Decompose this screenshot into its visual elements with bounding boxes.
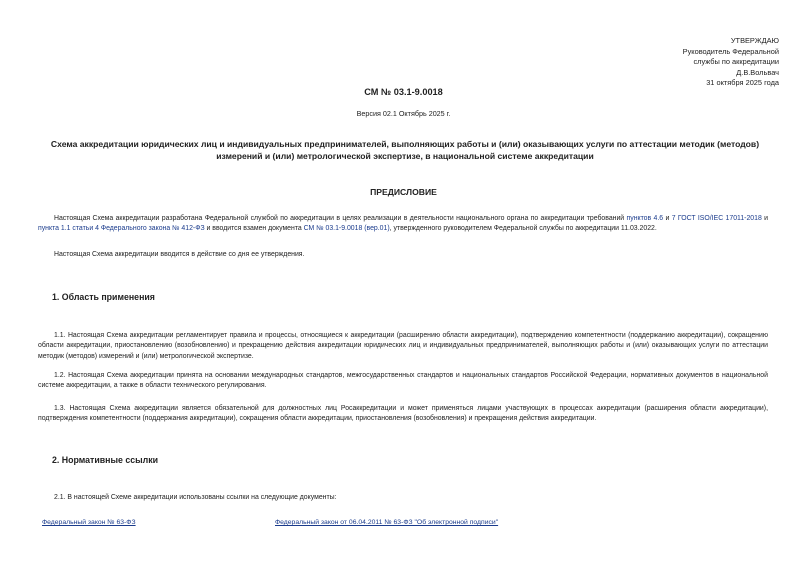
paragraph-1-2: 1.2. Настоящая Схема аккредитации принята на основании международных стандартов, межгосударственных стандартов и национальных стандартов Российской Федерации, нормативных документов в национальной системе аккредитации, а также в области технического регулирования. [38,372,768,390]
approval-line: службы по аккредитации [693,57,779,67]
document-version: Версия 02.1 Октябрь 2025 г. [356,109,451,118]
text: и [663,215,672,222]
paragraph-2-1: 2.1. В настоящей Схеме аккредитации использованы ссылки на следующие документы: [54,494,337,501]
reference-short-link[interactable]: Федеральный закон № 63-ФЗ [42,519,136,526]
reference-full-link[interactable]: Федеральный закон от 06.04.2011 № 63-ФЗ "Об электронной подписи" [275,519,499,526]
section-2-heading: 2. Нормативные ссылки [52,455,159,465]
preface-paragraph-1 [38,214,768,235]
text: и [761,215,769,222]
approval-line: Д.В.Вольвач [736,67,779,77]
approval-line: Руководитель Федеральной [682,46,779,56]
paragraph-1-3: 1.3. Настоящая Схема аккредитации является обязательной для должностных лиц Росаккредитации и может применяться лицами участвующих в процессах аккредитации (расширения области аккредитации), подтверждения компетентности (поддержания аккредитации), сокращения области аккредитации, приостановления (возобновления) и прекращения действия аккредитации. [38,405,768,423]
link-412-fz[interactable]: пункта 1.1 статьи 4 Федерального закона № 412-ФЗ [38,225,205,233]
document-title: Схема аккредитации юридических лиц и индивидуальных предпринимателей, выполняющих работы и (или) оказывающих услуги по аттестации методик (методов) измерений и (или) метрологической экспертизе, в национальной системе аккредитации [50,139,760,161]
text: Настоящая Схема аккредитации разработана Федеральной службой по аккредитации в целях реализации в деятельности национального органа по аккредитации требований [54,215,627,222]
preface-paragraph-2: Настоящая Схема аккредитации вводится в действие со дня ее утверждения. [54,251,305,258]
link-gost-7[interactable]: 7 ГОСТ ISO/IEC 17011-2018 [671,215,762,222]
document-code: СМ № 03.1-9.0018 [364,87,443,97]
text: и вводится взамен документа [204,225,304,233]
approval-line: УТВЕРЖДАЮ [730,36,779,45]
preface-heading: ПРЕДИСЛОВИЕ [370,187,437,197]
section-1-heading: 1. Область применения [52,292,155,302]
link-gost-4-6[interactable]: пунктов 4.6 [626,215,664,222]
approval-line: 31 октября 2025 года [706,78,779,88]
paragraph-1-1: 1.1. Настоящая Схема аккредитации регламентирует правила и процессы, относящиеся к аккредитации (расширению области аккредитации), подтверждению компетентности (поддержанию аккредитации), сокращению области аккредитации, приостановлению (возобновлению) и прекращению действия аккредитации юридических лиц и индивидуальных предпринимателей, выполняющих работы и (или) оказывающих услуги по аттестации методик (методов) измерений и (или) метрологической экспертизе. [38,332,768,360]
text: , утвержденного руководителем Федеральной службы по аккредитации 11.03.2022. [389,225,657,233]
link-sm-previous[interactable]: СМ № 03.1-9.0018 (вер.01) [303,225,390,233]
approval-block [683,36,779,89]
